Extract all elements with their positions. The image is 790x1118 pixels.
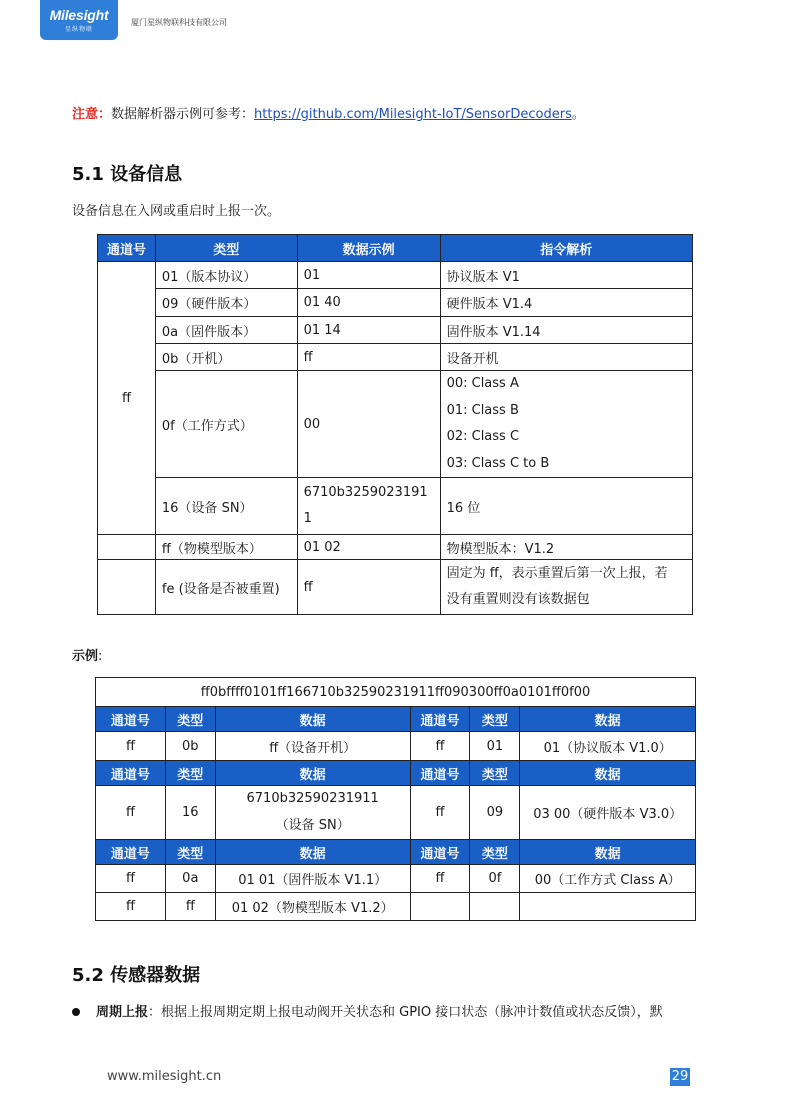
- cell: ff: [410, 732, 470, 761]
- col-header: 类型: [165, 761, 215, 786]
- decoder-note: [72, 103, 585, 122]
- company-name: 厦门星纵物联科技有限公司: [131, 18, 227, 27]
- col-header: 通道号: [410, 840, 470, 865]
- note-end: 。: [571, 107, 585, 122]
- desc-cell: [440, 560, 692, 615]
- cell: [470, 893, 520, 921]
- col-header: 数据: [520, 840, 696, 865]
- cell: 0f: [470, 865, 520, 893]
- type-cell: 09（硬件版本）: [155, 289, 297, 317]
- bullet-label: 周期上报: [96, 1005, 149, 1020]
- cell: 01 01（固件版本 V1.1）: [215, 865, 410, 893]
- desc-cell: 协议版本 V1: [440, 262, 692, 289]
- section-title-device-info: 5.1 设备信息: [72, 164, 183, 185]
- desc-cell: 设备开机: [440, 344, 692, 371]
- channel-cell-empty: [98, 535, 156, 560]
- col-header: 通道号: [410, 761, 470, 786]
- table-header-row: [96, 840, 696, 865]
- table-row: [98, 317, 693, 344]
- col-header: 类型: [155, 235, 297, 262]
- page-number: 29: [671, 1069, 689, 1084]
- device-info-desc: 设备信息在入网或重启时上报一次。: [72, 204, 281, 219]
- col-header: 数据: [215, 840, 410, 865]
- cell: 01 02（物模型版本 V1.2）: [215, 893, 410, 921]
- cell: 16: [165, 786, 215, 840]
- data-line: 1: [303, 511, 312, 526]
- note-label: 注意：: [72, 107, 112, 122]
- desc-cell: 固件版本 V1.14: [440, 317, 692, 344]
- cell: 01: [470, 732, 520, 761]
- desc-cell: 物模型版本：V1.2: [440, 535, 692, 560]
- cell: ff: [96, 865, 166, 893]
- col-header: 通道号: [96, 840, 166, 865]
- cell: 00（工作方式 Class A）: [520, 865, 696, 893]
- table-row: [96, 732, 696, 761]
- desc-line: 03: Class C to B: [446, 455, 550, 471]
- cell: ff: [410, 865, 470, 893]
- desc-cell: 硬件版本 V1.4: [440, 289, 692, 317]
- type-cell: fe (设备是否被重置): [155, 560, 297, 615]
- table-row: [96, 893, 696, 921]
- col-header: 数据: [215, 761, 410, 786]
- table-header-row: [98, 235, 693, 262]
- col-header: 通道号: [410, 707, 470, 732]
- cell: ff: [96, 732, 166, 761]
- cell-line: （设备 SN）: [275, 817, 350, 833]
- example-table: [95, 677, 696, 921]
- type-cell: 0f（工作方式）: [155, 371, 297, 478]
- decoder-link[interactable]: https://github.com/Milesight-IoT/SensorDecoders: [254, 107, 572, 122]
- cell: ff: [96, 786, 166, 840]
- data-cell: ff: [297, 344, 440, 371]
- col-header: 指令解析: [440, 235, 692, 262]
- brand-name: Milesight: [49, 7, 109, 23]
- cell: ff: [96, 893, 166, 921]
- bullet-dot-icon: [72, 1008, 80, 1016]
- table-row: [98, 289, 693, 317]
- raw-payload: ff0bffff0101ff166710b32590231911ff090300ff0a0101ff0f00: [96, 678, 696, 707]
- section-title-sensor-data: 5.2 传感器数据: [72, 965, 201, 986]
- data-cell: 01: [297, 262, 440, 289]
- table-row: [98, 344, 693, 371]
- cell: 09: [470, 786, 520, 840]
- table-row: [98, 262, 693, 289]
- col-header: 数据: [215, 707, 410, 732]
- type-cell: 0a（固件版本）: [155, 317, 297, 344]
- col-header: 数据示例: [297, 235, 440, 262]
- type-cell: 0b（开机）: [155, 344, 297, 371]
- col-header: 数据: [520, 761, 696, 786]
- cell: ff: [410, 786, 470, 840]
- col-header: 通道号: [96, 707, 166, 732]
- data-cell: ff: [297, 560, 440, 615]
- col-header: 类型: [470, 707, 520, 732]
- brand-sub: 星纵物联: [64, 26, 93, 33]
- example-label-text: 示例: [72, 649, 99, 664]
- desc-line: 01: Class B: [446, 402, 519, 418]
- cell-line: 6710b32590231911: [246, 791, 379, 806]
- col-header: 通道号: [98, 235, 156, 262]
- type-cell: 01（版本协议）: [155, 262, 297, 289]
- desc-line: 固定为 ff，表示重置后第一次上报，若: [446, 565, 668, 581]
- data-cell: 01 40: [297, 289, 440, 317]
- col-header: 类型: [470, 840, 520, 865]
- data-cell: 00: [297, 371, 440, 478]
- periodic-report-bullet: [72, 1001, 663, 1020]
- cell: [215, 786, 410, 840]
- data-cell: [297, 478, 440, 535]
- col-header: 类型: [165, 707, 215, 732]
- footer-url: www.milesight.cn: [107, 1069, 222, 1084]
- note-text: 数据解析器示例可参考：: [111, 107, 255, 122]
- table-row: [98, 478, 693, 535]
- cell: [520, 893, 696, 921]
- col-header: 通道号: [96, 761, 166, 786]
- cell: ff: [165, 893, 215, 921]
- data-line: 6710b3259023191: [303, 484, 428, 500]
- desc-line: 00: Class A: [446, 376, 519, 391]
- cell: 03 00（硬件版本 V3.0）: [520, 786, 696, 840]
- col-header: 数据: [520, 707, 696, 732]
- channel-cell: ff: [98, 262, 156, 535]
- table-row: [96, 865, 696, 893]
- col-header: 类型: [470, 761, 520, 786]
- example-label-colon: :: [98, 649, 103, 664]
- desc-cell: [440, 371, 692, 478]
- type-cell: 16（设备 SN）: [155, 478, 297, 535]
- table-row: [98, 371, 693, 478]
- data-cell: 01 14: [297, 317, 440, 344]
- brand-logo: [40, 0, 118, 40]
- cell: 01（协议版本 V1.0）: [520, 732, 696, 761]
- cell: 0a: [165, 865, 215, 893]
- col-header: 类型: [165, 840, 215, 865]
- bullet-text: ：根据上报周期定期上报电动阀开关状态和 GPIO 接口状态（脉冲计数值或状态反馈），默: [148, 1005, 663, 1020]
- table-row: [96, 786, 696, 840]
- desc-line: 没有重置则没有该数据包: [446, 592, 590, 607]
- cell: ff（设备开机）: [215, 732, 410, 761]
- raw-payload-row: [96, 678, 696, 707]
- cell: 0b: [165, 732, 215, 761]
- table-header-row: [96, 761, 696, 786]
- cell: [410, 893, 470, 921]
- table-row: [98, 560, 693, 615]
- example-label: [72, 645, 102, 664]
- data-cell: 01 02: [297, 535, 440, 560]
- table-row: [98, 535, 693, 560]
- table-header-row: [96, 707, 696, 732]
- device-info-table: [97, 234, 693, 615]
- type-cell: ff（物模型版本）: [155, 535, 297, 560]
- desc-cell: 16 位: [440, 478, 692, 535]
- channel-cell-empty: [98, 560, 156, 615]
- desc-line: 02: Class C: [446, 429, 520, 444]
